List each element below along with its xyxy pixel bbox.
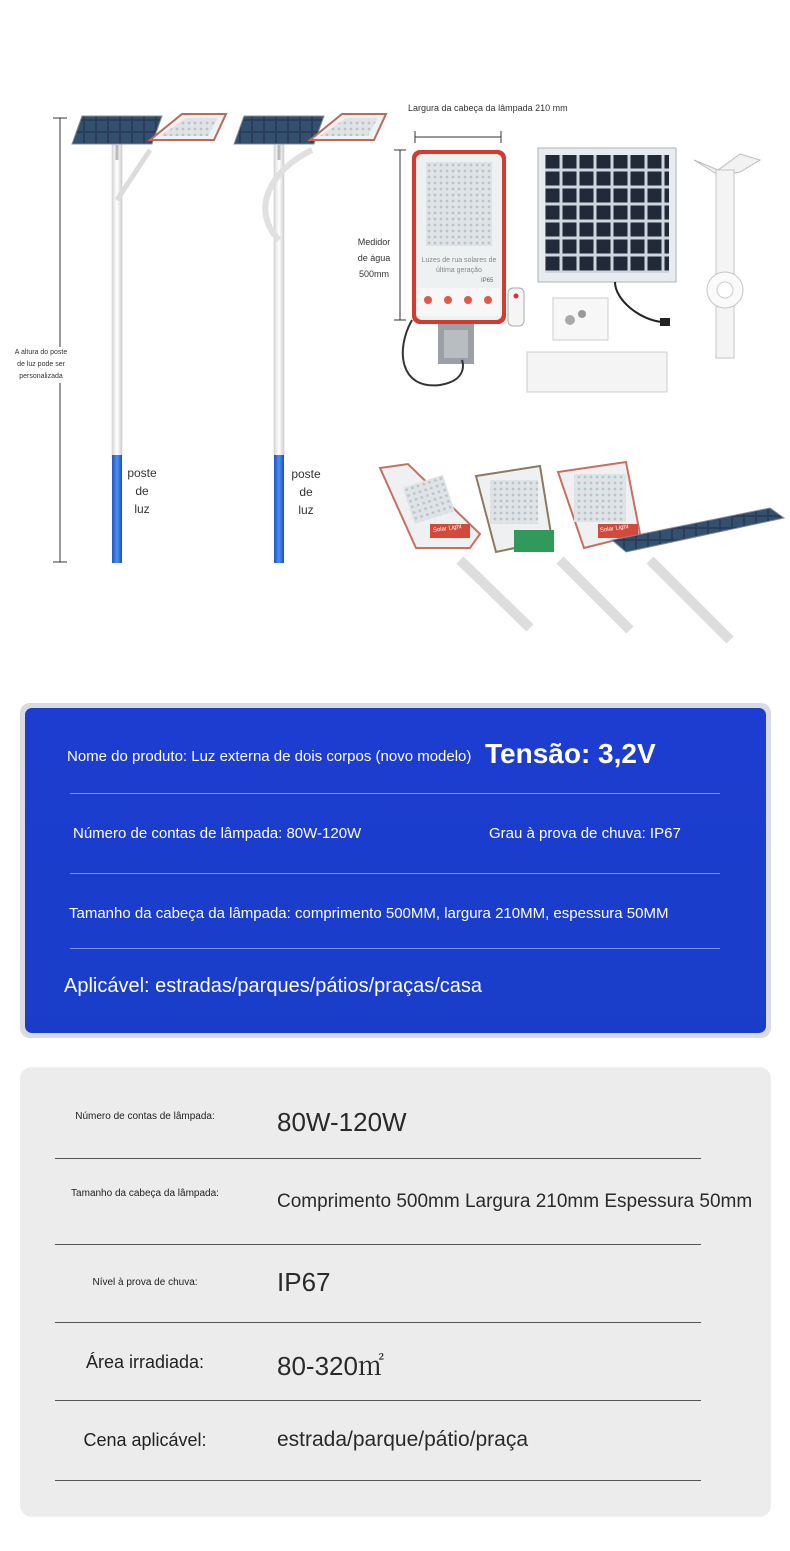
spec-value-rainproof: IP67 xyxy=(277,1267,331,1297)
divider xyxy=(70,793,720,794)
accessories xyxy=(527,298,667,392)
spec-value-area: 80-320㎡ xyxy=(277,1351,384,1381)
spec-divider xyxy=(55,1480,701,1481)
applicable-places: Aplicável: estradas/parques/pátios/praças/casa xyxy=(64,975,483,997)
lamp-badge-right: Solar Light xyxy=(599,524,629,534)
product-illustration xyxy=(0,0,790,690)
divider xyxy=(70,948,720,949)
product-name: Nome do produto: Luz externa de dois corpos (novo modelo) xyxy=(67,748,472,765)
lamp-group xyxy=(380,462,784,640)
pole-label-line: de xyxy=(135,484,149,498)
spec-label-bead-count: Número de contas de lâmpada: xyxy=(75,1111,215,1122)
spec-divider xyxy=(55,1244,701,1245)
pole-label-line: luz xyxy=(134,502,150,516)
pole-label-line: de xyxy=(299,485,313,499)
mounting-bracket xyxy=(694,154,760,358)
info-card-frame xyxy=(20,703,771,1038)
spec-divider xyxy=(55,1400,701,1401)
bead-count: Número de contas de lâmpada: 80W-120W xyxy=(73,825,362,842)
water-meter-label xyxy=(350,234,398,282)
spec-label-area: Área irradiada: xyxy=(85,1352,205,1372)
spec-divider xyxy=(55,1322,701,1323)
info-card xyxy=(25,708,766,1033)
rainproof-grade: Grau à prova de chuva: IP67 xyxy=(489,825,681,842)
spec-label-scene: Cena aplicável: xyxy=(83,1430,207,1450)
pole-label-line: poste xyxy=(291,467,321,481)
water-meter-line: 500mm xyxy=(358,269,389,279)
spec-label-head-size: Tamanho da cabeça da lâmpada: xyxy=(71,1188,219,1199)
voltage: Tensão: 3,2V xyxy=(485,738,656,769)
spec-table xyxy=(20,1067,771,1517)
pole-label-left xyxy=(122,464,162,518)
pole-label-line: luz xyxy=(298,503,314,517)
height-dimension xyxy=(53,118,67,562)
water-meter-line: Medidor xyxy=(357,237,391,247)
spec-divider xyxy=(55,1158,701,1159)
illustration-svg xyxy=(0,0,790,690)
spec-value-head-size: Comprimento 500mm Largura 210mm Espessura 50mm xyxy=(277,1191,753,1212)
spec-value-bead-count: 80W-120W xyxy=(277,1107,407,1137)
lamp-rating: IP65 xyxy=(481,278,494,284)
water-meter-line: de água xyxy=(357,253,391,263)
pole-label-line: poste xyxy=(127,466,157,480)
head-size: Tamanho da cabeça da lâmpada: comprimento 500MM, largura 210MM, espessura 50MM xyxy=(69,905,669,922)
lamp-badge-left: Solar Light xyxy=(432,524,462,534)
divider xyxy=(70,873,720,874)
lamp-head-width-label: Largura da cabeça da lâmpada 210 mm xyxy=(408,103,568,113)
spec-label-rainproof: Nível à prova de chuva: xyxy=(92,1277,198,1288)
pole-height-note: A altura do poste de luz pode ser personalizada xyxy=(12,347,70,383)
lamp-panel-text: Luzes de rua solares de última geração xyxy=(421,257,497,274)
spec-value-scene: estrada/parque/pátio/praça xyxy=(277,1428,529,1451)
pole-label-right xyxy=(286,465,326,519)
